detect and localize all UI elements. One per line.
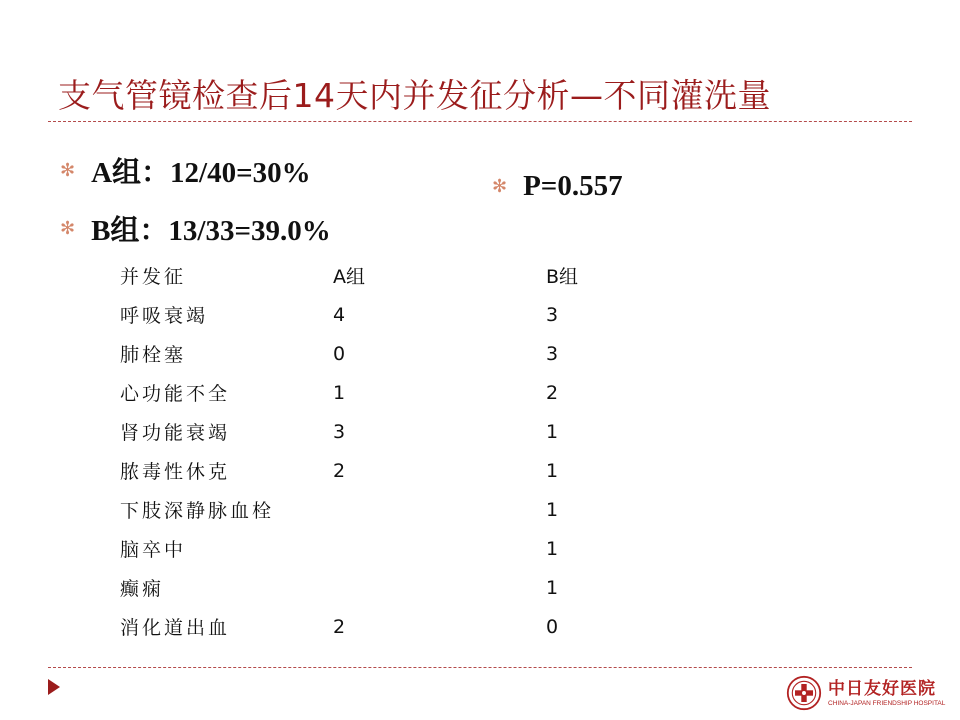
group-b-count: 1 bbox=[546, 537, 559, 560]
group-b-count: 1 bbox=[546, 576, 559, 599]
group-a-summary bbox=[60, 150, 311, 191]
table-row bbox=[120, 607, 666, 646]
group-a-count: 0 bbox=[333, 342, 346, 365]
complications-table bbox=[120, 256, 666, 646]
table-row bbox=[120, 373, 666, 412]
complication-name: 脑卒中 bbox=[120, 539, 187, 561]
p-value-text: P=0.557 bbox=[523, 170, 623, 202]
group-a-count: 2 bbox=[333, 459, 346, 482]
footer-divider bbox=[48, 667, 912, 668]
slide-title: 支气管镜检查后14天内并发征分析—不同灌洗量 bbox=[58, 76, 771, 115]
asterisk-bullet-icon: ✻ bbox=[60, 218, 76, 238]
complication-name: 下肢深静脉血栓 bbox=[120, 500, 275, 522]
triangle-right-icon[interactable] bbox=[48, 679, 60, 695]
table-row bbox=[120, 451, 666, 490]
p-value-summary bbox=[492, 170, 623, 203]
group-b-count: 1 bbox=[546, 420, 559, 443]
asterisk-bullet-icon: ✻ bbox=[492, 176, 508, 196]
group-a-count: 1 bbox=[333, 381, 346, 404]
group-b-count: 0 bbox=[546, 615, 559, 638]
complication-name: 癫痫 bbox=[120, 578, 165, 600]
group-b-summary bbox=[60, 208, 331, 249]
table-row bbox=[120, 568, 666, 607]
group-a-count: 2 bbox=[333, 615, 346, 638]
group-b-count: 3 bbox=[546, 342, 559, 365]
group-a-count bbox=[333, 568, 546, 607]
hospital-name-english: CHINA-JAPAN FRIENDSHIP HOSPITAL bbox=[828, 699, 946, 707]
complication-name: 消化道出血 bbox=[120, 617, 231, 639]
table-header-row bbox=[120, 256, 666, 295]
complication-name: 肺栓塞 bbox=[120, 344, 187, 366]
table-row bbox=[120, 529, 666, 568]
group-b-count: 3 bbox=[546, 303, 559, 326]
group-a-count bbox=[333, 490, 546, 529]
hospital-logo-text bbox=[828, 679, 945, 708]
complication-name: 脓毒性休克 bbox=[120, 461, 231, 483]
complication-name: 肾功能衰竭 bbox=[120, 422, 231, 444]
title-divider bbox=[48, 121, 912, 122]
header-group-a: A组 bbox=[333, 266, 365, 288]
group-a-count: 4 bbox=[333, 303, 346, 326]
complication-name: 呼吸衰竭 bbox=[120, 305, 209, 327]
group-a-count bbox=[333, 529, 546, 568]
header-complication: 并发征 bbox=[120, 266, 187, 288]
hospital-name-chinese: 中日友好医院 bbox=[828, 678, 936, 699]
table-row bbox=[120, 412, 666, 451]
complication-name: 心功能不全 bbox=[120, 383, 231, 405]
group-b-count: 1 bbox=[546, 459, 559, 482]
group-b-text: B组：13/33=39.0% bbox=[91, 215, 331, 247]
group-a-text: A组：12/40=30% bbox=[91, 157, 311, 189]
hospital-logo-icon bbox=[786, 675, 822, 711]
table-row bbox=[120, 334, 666, 373]
table-row bbox=[120, 490, 666, 529]
group-b-count: 2 bbox=[546, 381, 559, 404]
asterisk-bullet-icon: ✻ bbox=[60, 160, 76, 180]
header-group-b: B组 bbox=[546, 266, 579, 288]
group-a-count: 3 bbox=[333, 420, 346, 443]
table-row bbox=[120, 295, 666, 334]
hospital-logo bbox=[786, 675, 945, 711]
group-b-count: 1 bbox=[546, 498, 559, 521]
